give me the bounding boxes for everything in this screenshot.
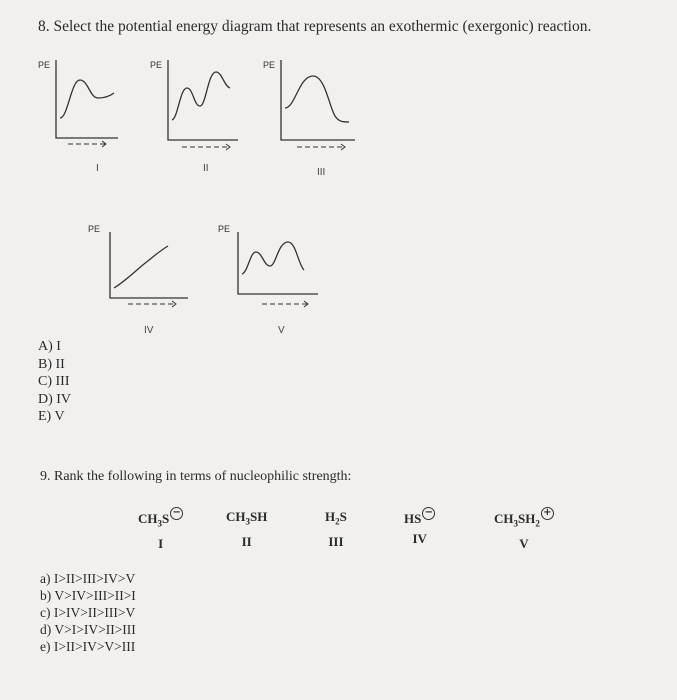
pe-diagram-2	[150, 58, 250, 183]
negative-charge-icon: −	[422, 507, 435, 520]
species-numeral: V	[519, 535, 529, 551]
answer-c[interactable]: c) I>IV>II>III>V	[40, 605, 136, 620]
species-1	[138, 507, 183, 554]
species-5	[494, 507, 554, 554]
choice-d[interactable]: D) IV	[38, 391, 72, 407]
diagram-numeral: I	[96, 163, 99, 174]
pe-axis-label: PE	[38, 60, 51, 70]
question-8-choices	[38, 338, 71, 426]
pe-diagram-5	[218, 222, 328, 347]
positive-charge-icon: +	[541, 507, 554, 520]
species-formula: $CH_3SH_2+$	[494, 507, 554, 534]
diagram-numeral: III	[317, 167, 326, 178]
pe-axis-label: PE	[218, 224, 231, 234]
species-2	[226, 507, 267, 552]
diagram-numeral: V	[278, 325, 285, 336]
pe-axis-label: PE	[150, 60, 163, 70]
question-9-answers	[40, 570, 136, 655]
answer-d[interactable]: d) V>I>IV>II>III	[40, 622, 136, 637]
question-8-title: 8. Select the potential energy diagram that represents an exothermic (exergonic) reaction.	[38, 18, 592, 35]
species-numeral: IV	[412, 531, 427, 546]
species-numeral: III	[328, 533, 344, 549]
diagram-numeral: II	[203, 163, 209, 174]
choice-b[interactable]: B) II	[38, 356, 65, 372]
choice-c[interactable]: C) III	[38, 374, 70, 389]
species-formula: $CH_3S$ −	[138, 507, 183, 534]
pe-diagram-1	[38, 58, 128, 183]
answer-e[interactable]: e) I>II>IV>V>III	[40, 639, 136, 654]
species-formula: $CH_3SH$	[226, 509, 268, 527]
question-9-title: 9. Rank the following in terms of nucleophilic strength:	[40, 469, 352, 484]
pe-diagram-4	[88, 222, 198, 347]
species-4	[404, 507, 435, 549]
species-formula: HS −	[404, 507, 435, 529]
pe-axis-label: PE	[263, 60, 276, 70]
species-formula: $H_2S$	[325, 509, 347, 527]
answer-a[interactable]: a) I>II>III>IV>V	[40, 571, 136, 586]
diagram-numeral: IV	[144, 325, 154, 336]
pe-diagram-3	[263, 58, 363, 183]
answer-b[interactable]: b) V>IV>III>II>I	[40, 588, 136, 603]
choice-e[interactable]: E) V	[38, 409, 65, 424]
negative-charge-icon: −	[170, 507, 183, 520]
choice-a[interactable]: A) I	[38, 339, 61, 354]
species-3	[325, 507, 347, 552]
pe-axis-label: PE	[88, 224, 101, 234]
species-numeral: II	[241, 533, 252, 549]
species-numeral: I	[158, 535, 164, 551]
